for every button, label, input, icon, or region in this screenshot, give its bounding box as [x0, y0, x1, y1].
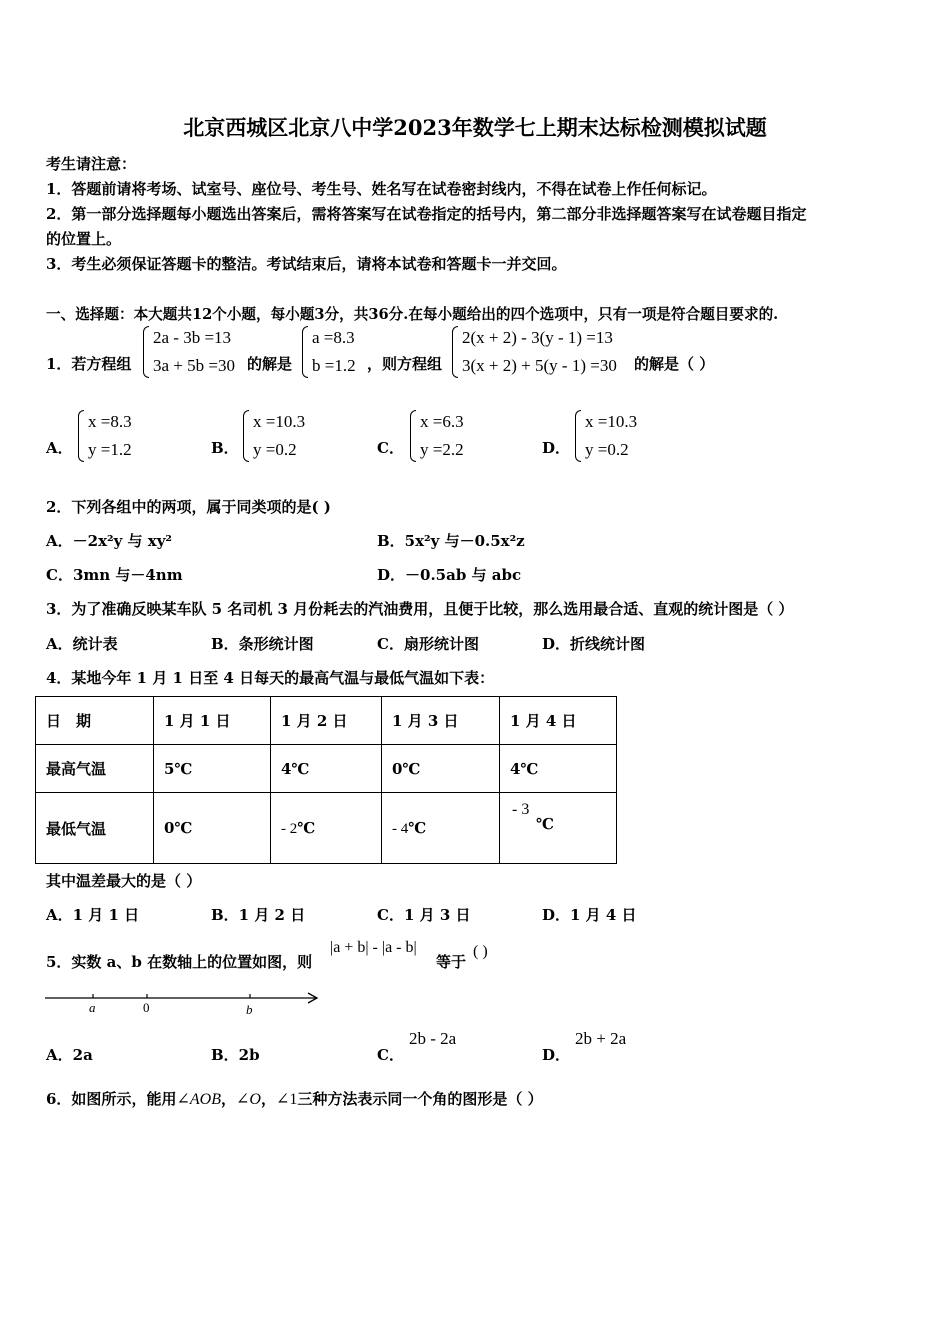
q2-option-d: D．－0.5ab 与 abc — [377, 566, 522, 584]
page-title: 北京西城区北京八中学2023年数学七上期末达标检测模拟试题 — [183, 115, 767, 140]
q4-option-c: C．1 月 3 日 — [377, 906, 471, 924]
q5-option-d: 2b + 2a — [575, 1029, 627, 1048]
option-label: B． — [211, 439, 239, 457]
q1-suffix: 的解是（ ） — [634, 355, 715, 373]
temp-unit: ℃ — [297, 818, 316, 837]
q2-option-b: B．5x²y 与－0.5x²z — [377, 532, 525, 550]
option-label: A． — [46, 439, 73, 457]
table-cell — [271, 793, 382, 864]
table-cell: 4℃ — [500, 745, 617, 793]
q1-prefix: 1．若方程组 — [46, 355, 132, 373]
q1-mid1: 的解是 — [247, 355, 293, 373]
table-header: 1 月 3 日 — [382, 697, 500, 745]
q1-option-d — [575, 408, 637, 464]
separator: ， — [260, 1090, 276, 1108]
q5-option-a: A．2a — [46, 1046, 93, 1064]
q1-solution-1 — [302, 324, 356, 380]
equation: 3a + 5b =30 — [153, 356, 235, 375]
equation: a =8.3 — [312, 328, 355, 347]
q5-expression: |a + b| - |a - b| — [330, 939, 417, 956]
axis-label-zero: 0 — [143, 1000, 150, 1015]
section-heading: 一、选择题：本大题共12个小题，每小题3分，共36分.在每小题给出的四个选项中，只有一项是符合题目要求的. — [46, 306, 779, 323]
q2-option-a: A．－2x²y 与 xy² — [46, 532, 172, 550]
table-cell — [382, 793, 500, 864]
q3-option-c: C．扇形统计图 — [377, 635, 479, 653]
table-header: 1 月 2 日 — [271, 697, 382, 745]
equation: y =0.2 — [253, 440, 297, 459]
temperature-table — [35, 696, 617, 864]
q5-option-c-label: C． — [377, 1046, 404, 1064]
q5-suffix: 等于 — [436, 953, 467, 971]
table-cell: 4℃ — [271, 745, 382, 793]
q3-option-a: A．统计表 — [46, 635, 118, 653]
notice-item: 的位置上。 — [46, 230, 122, 248]
q1-system-2 — [452, 324, 617, 380]
q4-option-d: D．1 月 4 日 — [542, 906, 637, 924]
q6-stem — [46, 1088, 543, 1109]
separator: ， — [220, 1090, 236, 1108]
table-cell — [500, 793, 617, 864]
table-row — [36, 745, 617, 793]
equation: y =0.2 — [585, 440, 629, 459]
q3-option-d: D．折线统计图 — [542, 635, 646, 653]
q1-system-1 — [143, 324, 235, 380]
equation: x =8.3 — [88, 412, 132, 431]
q1-option-b — [243, 408, 305, 464]
q2-stem: 2．下列各组中的两项，属于同类项的是( ) — [46, 498, 331, 516]
notice-item: 1．答题前请将考场、试室号、座位号、考生号、姓名写在试卷密封线内，不得在试卷上作任何标记。 — [46, 180, 717, 198]
equation: 3(x + 2) + 5(y - 1) =30 — [462, 356, 617, 375]
axis-label-a: a — [89, 1000, 96, 1015]
option-label: D． — [542, 439, 571, 457]
row-label: 最低气温 — [36, 793, 154, 864]
angle-1: ∠1 — [275, 1091, 298, 1108]
table-cell: 5℃ — [154, 745, 271, 793]
table-header-row — [36, 697, 617, 745]
q6-prefix: 6．如图所示，能用 — [46, 1090, 177, 1108]
temp-value: - 4 — [392, 820, 409, 837]
row-label: 最高气温 — [36, 745, 154, 793]
angle-aob: ∠AOB — [176, 1091, 221, 1108]
table-header: 日 期 — [36, 697, 154, 745]
equation: b =1.2 — [312, 356, 356, 375]
equation: y =2.2 — [420, 440, 464, 459]
q4-option-b: B．1 月 2 日 — [211, 906, 306, 924]
option-label: C． — [377, 439, 404, 457]
q1-mid2: ，则方程组 — [367, 355, 443, 373]
axis-label-b: b — [246, 1002, 253, 1017]
q1-option-c — [410, 408, 464, 464]
q5-option-d-label: D． — [542, 1046, 571, 1064]
table-header: 1 月 4 日 — [500, 697, 617, 745]
q4-option-a: A．1 月 1 日 — [46, 906, 140, 924]
table-row — [36, 793, 617, 864]
q4-stem: 4．某地今年 1 月 1 日至 4 日每天的最高气温与最低气温如下表： — [46, 669, 495, 687]
q6-suffix: 三种方法表示同一个角的图形是（ ） — [297, 1090, 543, 1108]
temp-value: - 3 — [512, 801, 530, 818]
temp-unit: ℃ — [536, 815, 554, 833]
table-header: 1 月 1 日 — [154, 697, 271, 745]
equation: y =1.2 — [88, 440, 132, 459]
notice-item: 2．第一部分选择题每小题选出答案后，需将答案写在试卷指定的括号内，第二部分非选择题答案写在试卷题目指定 — [46, 205, 807, 223]
q3-option-b: B．条形统计图 — [211, 635, 314, 653]
q1-option-a — [78, 408, 132, 464]
equation: 2(x + 2) - 3(y - 1) =13 — [462, 328, 613, 347]
q4-follow: 其中温差最大的是（ ） — [46, 872, 202, 890]
temp-unit: ℃ — [408, 818, 427, 837]
q5-option-b: B．2b — [211, 1046, 260, 1064]
q5-prefix: 5．实数 a、b 在数轴上的位置如图，则 — [46, 953, 313, 971]
q5-paren: ( ) — [473, 943, 488, 960]
q2-option-c: C．3mn 与－4nm — [46, 566, 183, 584]
number-line — [45, 990, 320, 1020]
temp-value: - 2 — [281, 820, 298, 837]
table-cell: 0℃ — [382, 745, 500, 793]
equation: 2a - 3b =13 — [153, 328, 232, 347]
notice-header: 考生请注意： — [46, 155, 137, 173]
q5-option-c: 2b - 2a — [409, 1029, 457, 1048]
equation: x =6.3 — [420, 412, 464, 431]
equation: x =10.3 — [253, 412, 306, 431]
equation: x =10.3 — [585, 412, 638, 431]
notice-item: 3．考生必须保证答题卡的整洁。考试结束后，请将本试卷和答题卡一并交回。 — [46, 255, 567, 273]
table-cell: 0℃ — [154, 793, 271, 864]
q3-stem: 3．为了准确反映某车队 5 名司机 3 月份耗去的汽油费用，且便于比较，那么选用最合适、直观的统计图是（ ） — [46, 600, 794, 618]
angle-o: ∠O — [235, 1091, 261, 1108]
